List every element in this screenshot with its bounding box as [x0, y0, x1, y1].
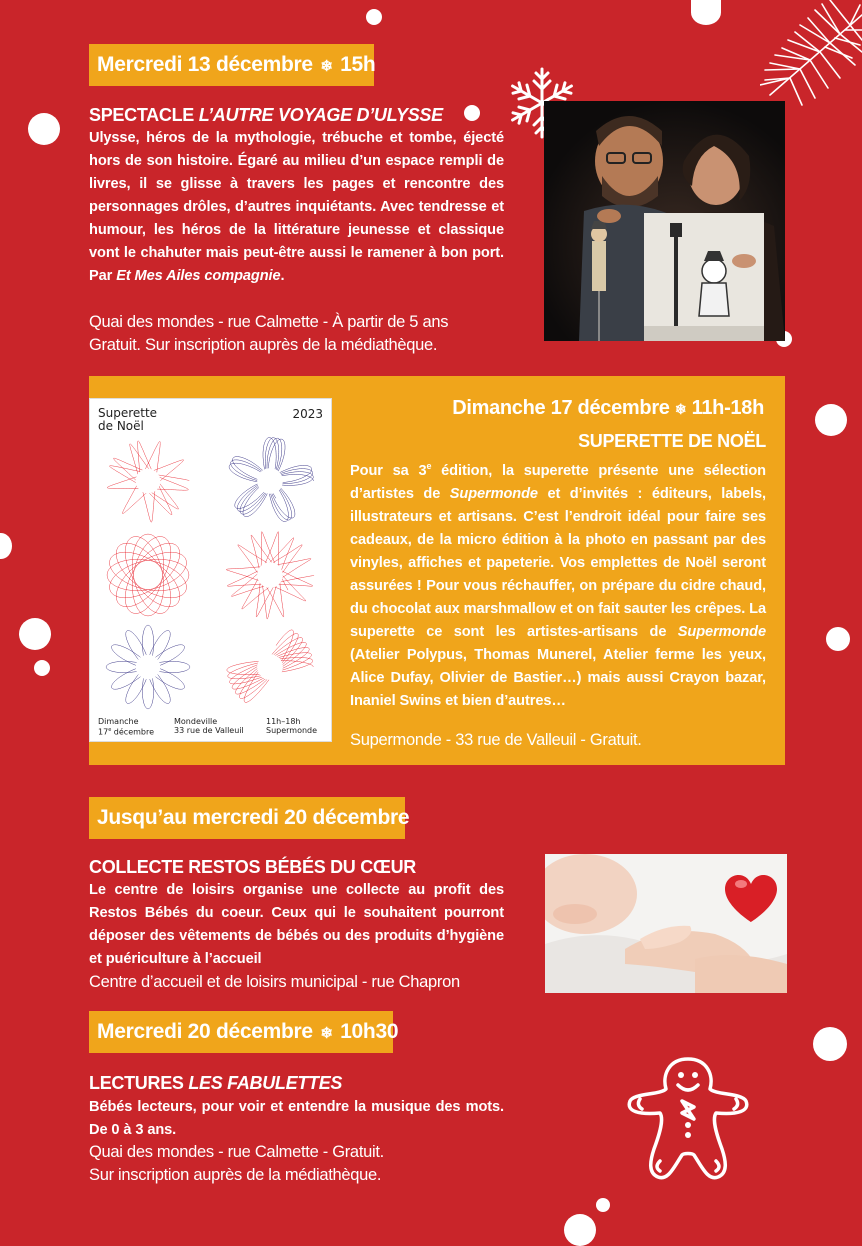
snowflake-icon: ❄: [320, 1025, 333, 1042]
event3-photo: [545, 854, 787, 993]
poster-footer-hours: [266, 717, 317, 735]
pine-branch-icon: [760, 0, 862, 110]
event4-time: 10h30: [340, 1020, 399, 1043]
poster-date-month: décembre: [111, 727, 155, 737]
event3-date-tag: Jusqu’au mercredi 20 décembre: [89, 797, 405, 839]
event2-description: [350, 455, 766, 713]
event2-body-sup: e: [426, 461, 432, 471]
event2-body-b: édition, la superette présente une sélection d’artistes de: [350, 462, 766, 502]
event3-info: Centre d’accueil et de loisirs municipal - rue Chapron: [89, 973, 460, 991]
spiro-blue-2-center: [136, 655, 161, 680]
event2-supermonde-2: Supermonde: [677, 623, 766, 640]
snow-dot: [34, 660, 50, 676]
snow-dot: [366, 9, 382, 25]
event4-title-name: LES FABULETTES: [188, 1073, 343, 1093]
event4-date: Mercredi 20 décembre: [97, 1020, 313, 1043]
snow-dot: [826, 627, 850, 651]
event3-description: Le centre de loisirs organise une collecte au profit des Restos Bébés du coeur. Ceux qui le souhaitent pourront déposer des vêtements de bébés ou des produits d’hygiène et puériculture à l’accueil: [89, 882, 504, 967]
event4-description: Bébés lecteurs, pour voir et entendre la musique des mots. De 0 à 3 ans.: [89, 1099, 504, 1138]
snowflake-icon: ❄: [320, 58, 333, 75]
poster-date-sup: e: [108, 727, 112, 733]
event1-description: [89, 127, 504, 288]
gingerbread-man-icon: [624, 1055, 752, 1187]
event1-info-venue: Quai des mondes - rue Calmette - À partir de 5 ans: [89, 313, 449, 331]
poster-day: Dimanche: [98, 717, 139, 726]
poster-title-line1: Superette: [98, 406, 158, 420]
spiro-red-2-center: [136, 563, 161, 588]
puppet-theatre-illustration: [544, 101, 785, 341]
event1-body-end: .: [280, 268, 285, 284]
spiro-blue-1-center: [257, 468, 283, 494]
event4-title: [89, 1072, 342, 1094]
baby-heart-illustration: [545, 854, 787, 993]
event2-body-a: Pour sa 3: [350, 462, 427, 479]
snow-dot: [0, 533, 12, 559]
snowflake-icon: ❄: [674, 401, 687, 417]
event1-title: [89, 104, 443, 126]
poster-venue: Supermonde: [266, 726, 318, 735]
event2-body-d: (Atelier Polypus, Thomas Munerel, Atelier ferme les yeux, Alice Dufay, Olivier de Bastier…) mais aussi Crayon bazar, Inaniel Swins et bien d’autres…: [350, 646, 766, 709]
event1-company: Et Mes Ailes compagnie: [116, 268, 281, 284]
poster-title-line2: de Noël: [98, 419, 144, 433]
event1-date-tag: [89, 44, 374, 86]
event2-date: [350, 396, 764, 421]
snow-dot: [596, 1198, 610, 1212]
event4-info-access: Sur inscription auprès de la médiathèque.: [89, 1166, 382, 1184]
snow-dot: [691, 0, 721, 25]
spiro-star-red-center: [257, 562, 283, 588]
poster-city: Mondeville: [174, 717, 218, 726]
event1-title-prefix: SPECTACLE: [89, 105, 199, 125]
poster-spirographs: [90, 435, 331, 713]
event2-date-main: Dimanche 17 décembre: [452, 397, 670, 419]
event3-title: COLLECTE RESTOS BÉBÉS DU CŒUR: [89, 857, 416, 877]
event2-supermonde: Supermonde: [449, 485, 538, 502]
event2-info: Supermonde - 33 rue de Valleuil - Gratuit.: [350, 731, 642, 749]
event1-info: [89, 311, 509, 357]
poster-address: 33 rue de Valleuil: [174, 726, 244, 735]
event1-time: 15h: [340, 53, 376, 76]
poster-year: 2023: [292, 407, 323, 421]
event4-info-venue: Quai des mondes - rue Calmette - Gratuit.: [89, 1143, 384, 1161]
poster-date-num: 17: [98, 727, 109, 737]
event2-body-c: et d’invités : éditeurs, labels, illustrateurs et artisans. C’est l’endroit idéal pour faire ses cadeaux, de la micro édition à la photo en passant par des vinyles, affiches et papeterie. Vos emplettes de Noël seront assurées ! Pour vous réchauffer, on prépare du cidre chaud, du chocolat aux marshmallow et on fait sauter les crêpes. La superette ce sont les artistes-artisans de: [350, 485, 766, 640]
poster-footer-day: [98, 717, 154, 737]
spiro-red-1-center: [136, 469, 161, 494]
snow-dot: [813, 1027, 847, 1061]
event2-title: SUPERETTE DE NOËL: [578, 431, 766, 451]
poster-hours: 11h–18h: [266, 717, 301, 726]
event4-info: [89, 1141, 509, 1187]
snow-dot: [564, 1214, 596, 1246]
event4-title-prefix: LECTURES: [89, 1073, 189, 1093]
event2-time: 11h-18h: [691, 397, 764, 419]
spiro-red-3-center: [257, 654, 283, 680]
event1-date: Mercredi 13 décembre: [97, 53, 313, 76]
event1-info-access: Gratuit. Sur inscription auprès de la médiathèque.: [89, 336, 438, 354]
snow-dot: [28, 113, 60, 145]
event4-date-tag: [89, 1011, 399, 1053]
event1-title-name: L’AUTRE VOYAGE D’ULYSSE: [198, 105, 443, 125]
event1-body: Ulysse, héros de la mythologie, trébuche et tombe, éjecté hors de son histoire. Égaré au milieu d’un espace rempli de livres, il se glisse à travers les pages et rencontre des personnages drôles, d’autres inquiétants. Avec tendresse et humour, les héros de la littérature jeunesse et classique vont le chahuter mais peut-être aussi le ramener à bon port. Par: [89, 130, 504, 284]
snow-dot: [19, 618, 51, 650]
event2-poster: [89, 398, 332, 742]
snow-dot: [815, 404, 847, 436]
poster-footer-place: [174, 717, 244, 735]
snow-dot: [464, 105, 480, 121]
poster-title: [98, 407, 157, 433]
poster-date: [98, 726, 154, 737]
event1-photo: [544, 101, 785, 341]
